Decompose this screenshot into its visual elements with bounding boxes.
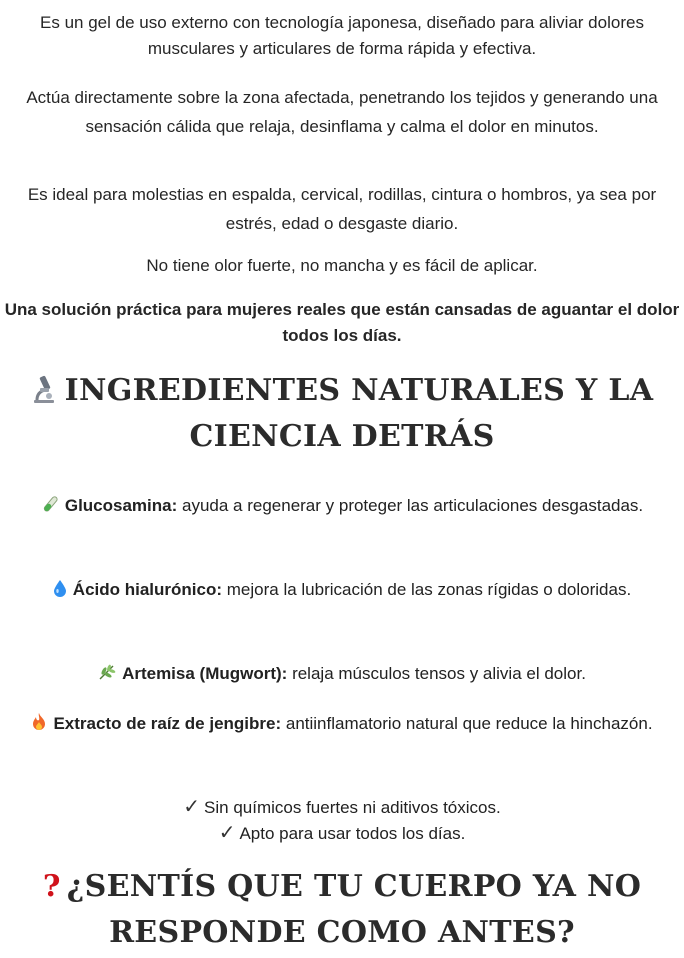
highlight-paragraph: Una solución práctica para mujeres reales que están cansadas de aguantar el dolor todos los días. [4, 300, 680, 345]
test-tube-icon [41, 495, 59, 513]
question-mark-icon: ? [42, 869, 61, 904]
benefit-text: Sin químicos fuertes ni aditivos tóxicos. [204, 798, 501, 817]
ingredient-name: Glucosamina: [64, 496, 178, 515]
description-paragraph: No tiene olor fuerte, no mancha y es fácil de aplicar. [146, 256, 538, 275]
check-mark-icon: ✓ [218, 822, 236, 844]
question-heading-text: ¿SENTÍS QUE TU CUERPO YA NO RESPONDE COMO ANTES? [66, 869, 642, 950]
description-paragraph: Actúa directamente sobre la zona afectada, penetrando los tejidos y generando una sensación cálida que relaja, desinflama y calma el dolor en minutos. [26, 88, 658, 136]
ingredient-description: antiinflamatorio natural que reduce la hinchazón. [281, 714, 653, 733]
description-paragraph: Es un gel de uso externo con tecnología japonesa, diseñado para aliviar dolores musculares y articulares de forma rápida y efectiva. [40, 13, 644, 58]
ingredient-item [0, 706, 684, 741]
microscope-icon [31, 374, 57, 404]
ingredient-description: mejora la lubricación de las zonas rígidas o doloridas. [222, 580, 632, 599]
ingredients-heading [0, 368, 684, 460]
ingredient-description: relaja músculos tensos y alivia el dolor. [287, 664, 586, 683]
ingredient-description: ayuda a regenerar y proteger las articulaciones desgastadas. [177, 496, 644, 515]
benefit-check-item [0, 820, 684, 847]
ingredient-name: Ácido hialurónico: [72, 580, 223, 599]
description-paragraph: Es ideal para molestias en espalda, cervical, rodillas, cintura o hombros, ya sea por estrés, edad o desgaste diario. [27, 185, 657, 233]
question-heading [0, 864, 684, 956]
benefit-check-item [0, 794, 684, 821]
benefit-text: Apto para usar todos los días. [239, 824, 466, 843]
ingredients-heading-text: INGREDIENTES NATURALES Y LA CIENCIA DETRÁS [64, 373, 654, 454]
droplet-icon [53, 579, 67, 597]
check-mark-icon: ✓ [183, 796, 201, 818]
ingredient-item [0, 572, 684, 607]
herb-icon [98, 663, 116, 681]
ingredient-item [0, 488, 684, 523]
fire-icon [31, 712, 47, 731]
ingredient-item [0, 656, 684, 691]
ingredient-name: Extracto de raíz de jengibre: [53, 714, 282, 733]
ingredient-name: Artemisa (Mugwort): [122, 664, 288, 683]
